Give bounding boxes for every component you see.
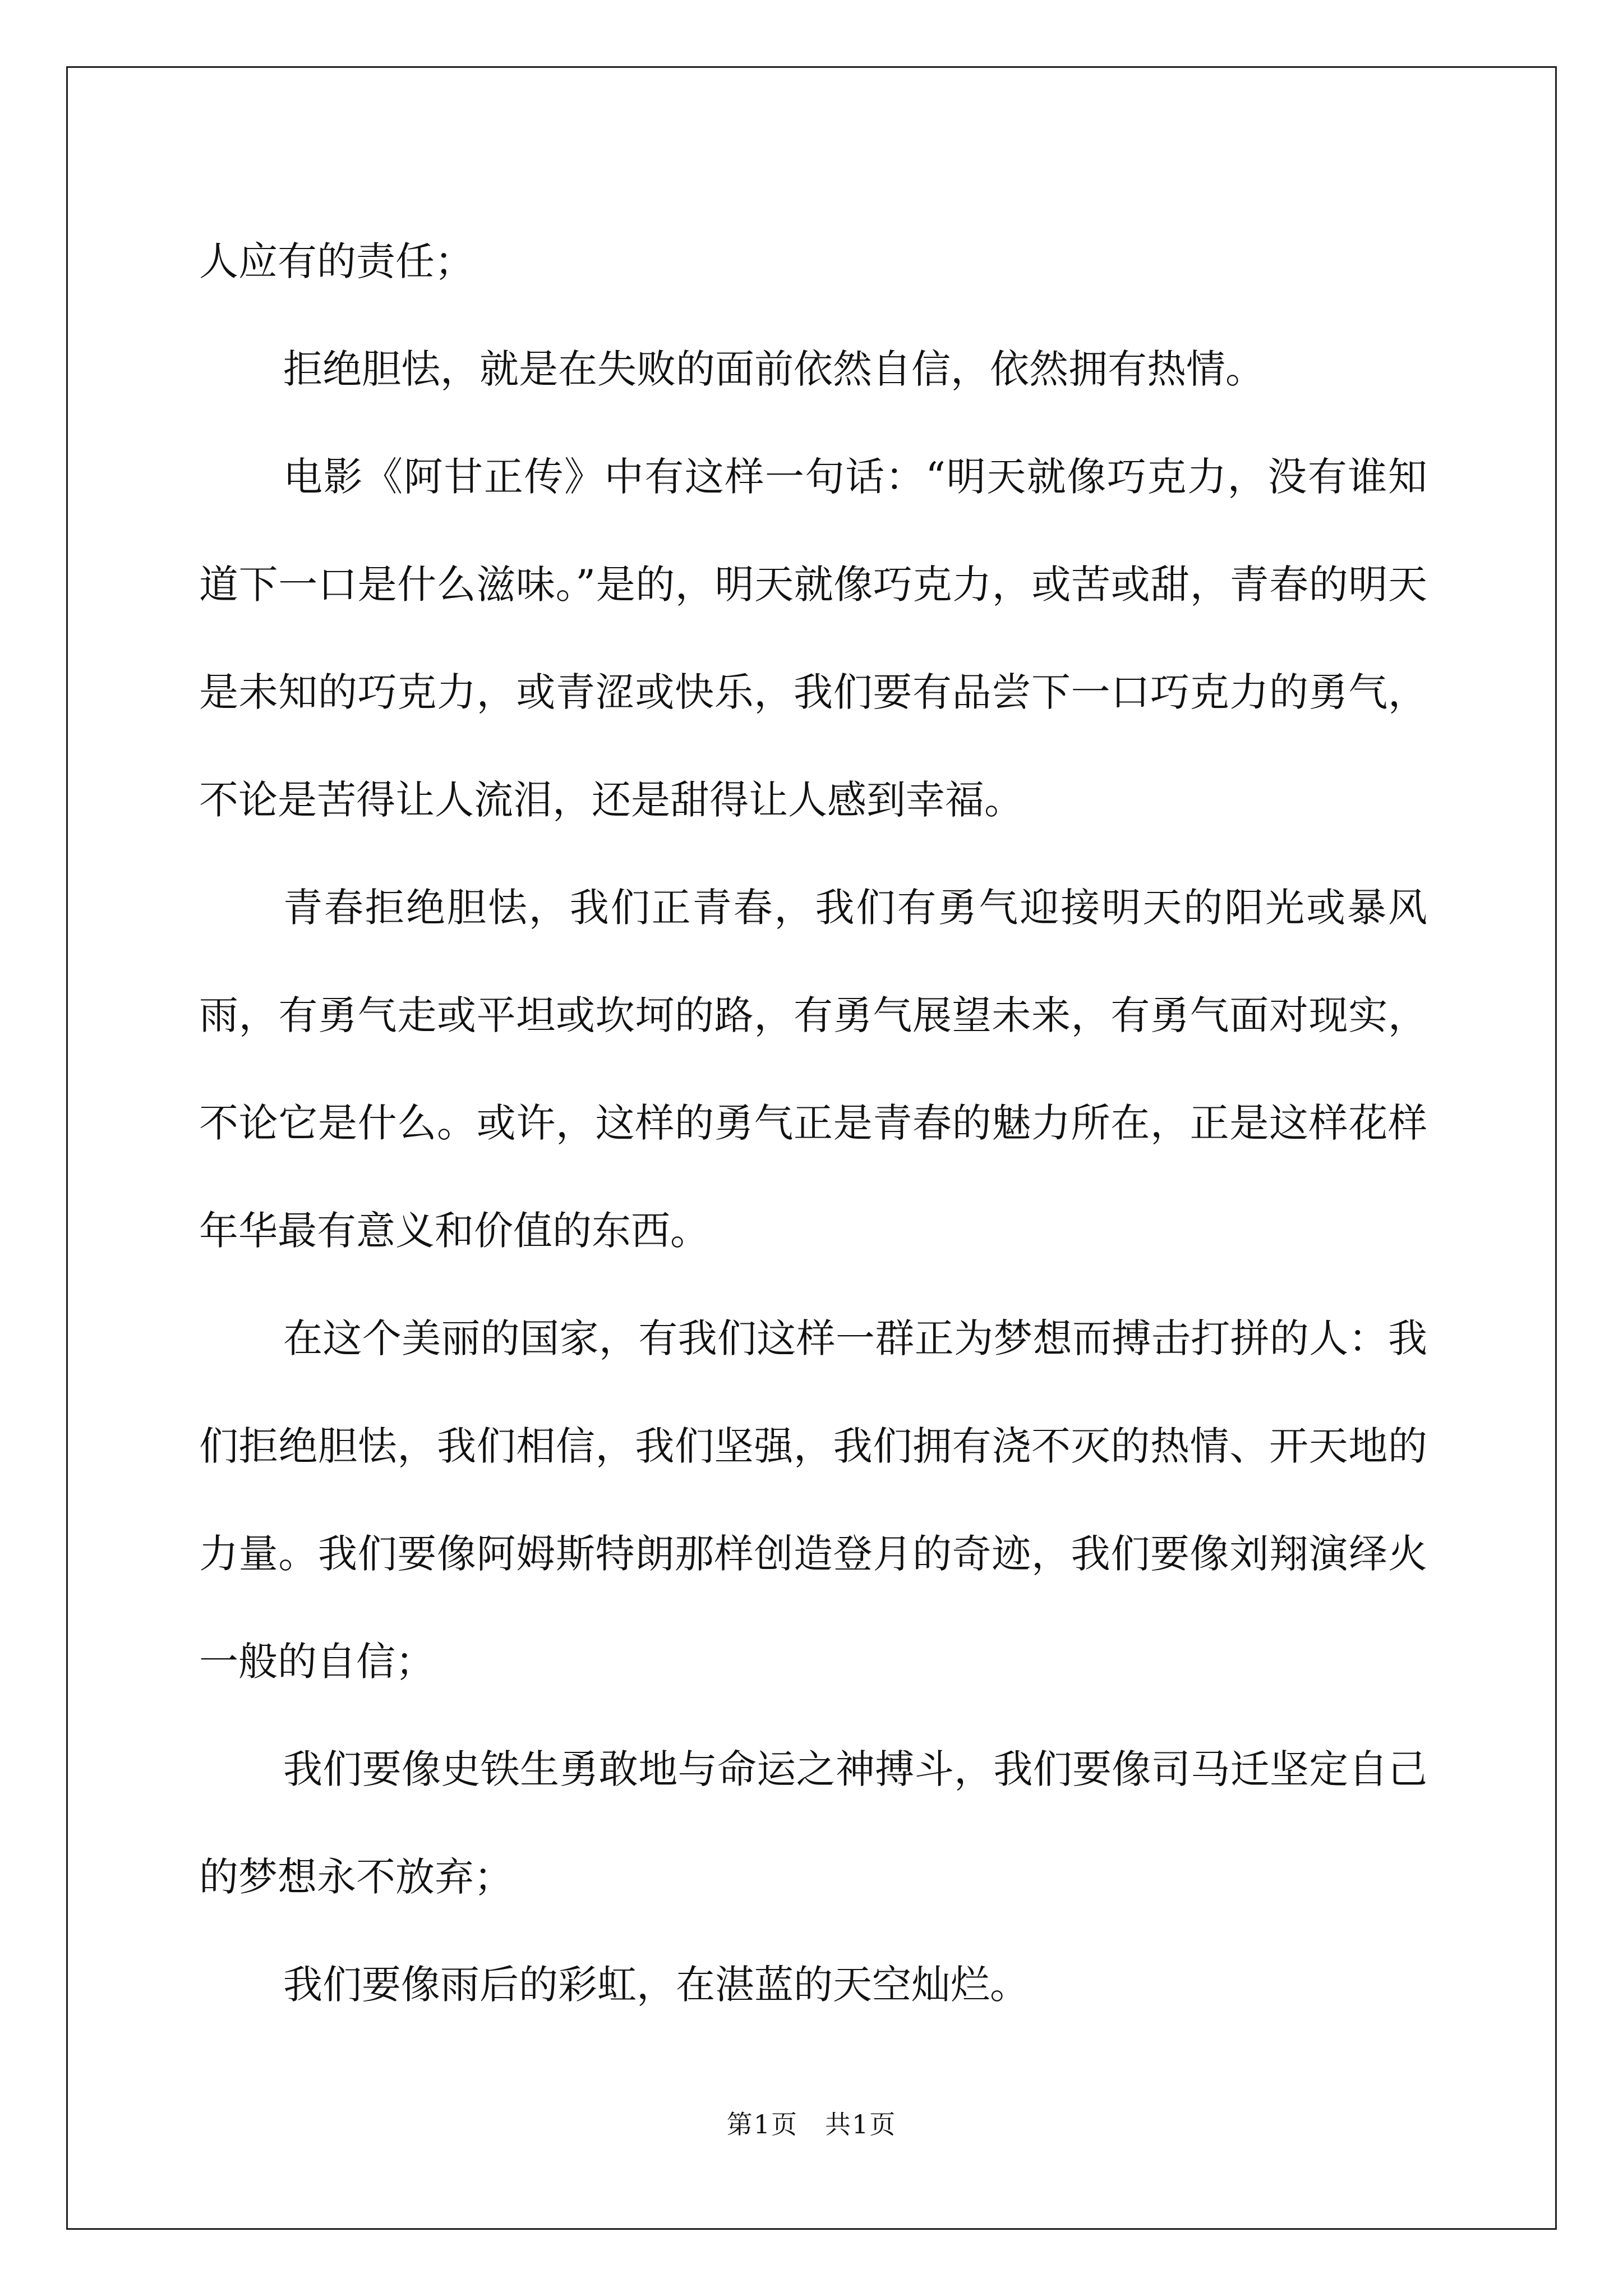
page-footer: 第1页 共1页 [726,2109,897,2139]
paragraph: 在这个美丽的国家，有我们这样一群正为梦想而搏击打拼的人：我们拒绝胆怯，我们相信，我们坚强，我们拥有浇不灭的热情、开天地的力量。我们要像阿姆斯特朗那样创造登月的奇迹，我们要像刘翔演绎火一般的自信； [199,1315,1427,1685]
paragraph: 拒绝胆怯，就是在失败的面前依然自信，依然拥有热情。 [283,346,1265,392]
paragraph: 人应有的责任； [199,238,474,284]
paragraph: 青春拒绝胆怯，我们正青春，我们有勇气迎接明天的阳光或暴风雨，有勇气走或平坦或坎坷的路，有勇气展望未来，有勇气面对现实，不论它是什么。或许，这样的勇气正是青春的魅力所在，正是这样花样年华最有意义和价值的东西。 [199,885,1427,1254]
paragraph: 我们要像史铁生勇敢地与命运之神搏斗，我们要像司马迁坚定自己的梦想永不放弃； [199,1746,1427,1900]
paragraph: 电影《阿甘正传》中有这样一句话：“明天就像巧克力，没有谁知道下一口是什么滋味。”是的，明天就像巧克力，或苦或甜，青春的明天是未知的巧克力，或青涩或快乐，我们要有品尝下一口巧克力的勇气，不论是苦得让人流泪，还是甜得让人感到幸福。 [199,454,1427,823]
paragraph: 我们要像雨后的彩虹，在湛蓝的天空灿烂。 [283,1962,1029,2008]
document-body [199,208,1427,2039]
